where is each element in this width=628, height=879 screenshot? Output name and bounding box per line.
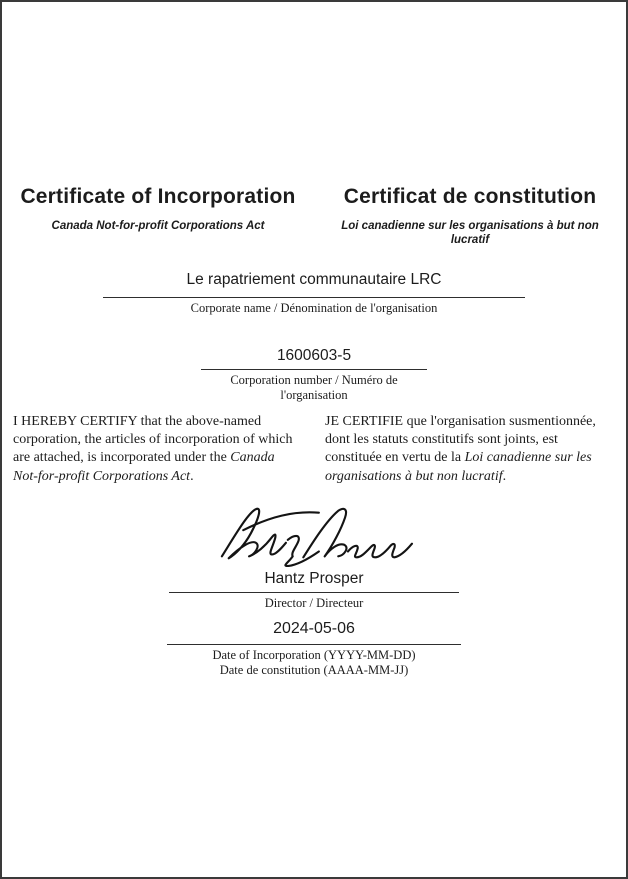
date-label-en: Date of Incorporation (YYYY-MM-DD) bbox=[212, 648, 416, 662]
date-label-fr: Date de constitution (AAAA-MM-JJ) bbox=[219, 663, 409, 677]
date-block bbox=[2, 618, 626, 678]
incorporation-date-value: 2024-05-06 bbox=[273, 620, 355, 637]
corporate-name-label: Corporate name / Dénomination de l'organisation bbox=[190, 301, 438, 315]
director-label: Director / Directeur bbox=[264, 596, 364, 610]
document-header bbox=[2, 185, 626, 247]
page-title-fr: Certificat de constitution bbox=[343, 185, 597, 208]
header-english bbox=[2, 185, 314, 247]
page-title-en: Certificate of Incorporation bbox=[20, 185, 296, 208]
signer-name: Hantz Prosper bbox=[264, 570, 364, 587]
certify-period-fr: . bbox=[502, 468, 507, 484]
signature-image bbox=[207, 503, 422, 567]
date-rule bbox=[167, 644, 461, 645]
corporation-number-rule bbox=[201, 369, 427, 370]
act-name-fr: Loi canadienne sur les organisations à but non lucratif bbox=[325, 450, 592, 484]
signature-block bbox=[2, 503, 626, 611]
corporate-name-block bbox=[2, 270, 626, 316]
certification-paragraph-en bbox=[13, 413, 303, 486]
page-subtitle-en: Canada Not-for-profit Corporations Act bbox=[51, 220, 265, 232]
certification-paragraph-fr bbox=[325, 413, 615, 486]
corporate-name-rule bbox=[103, 297, 525, 298]
certify-text-en: I HEREBY CERTIFY that the above-named corporation, the articles of incorporation of which are attached, is incorporated under the bbox=[13, 414, 293, 466]
corporation-number-value: 1600603-5 bbox=[276, 347, 352, 364]
page-subtitle-fr: Loi canadienne sur les organisations à but non lucratif bbox=[341, 220, 599, 246]
header-french bbox=[314, 185, 626, 247]
corporate-name-value: Le rapatriement communautaire LRC bbox=[186, 271, 442, 288]
certify-period-en: . bbox=[190, 468, 194, 484]
act-name-en: Canada Not-for-profit Corporations Act bbox=[13, 450, 275, 484]
certification-section bbox=[13, 413, 615, 486]
corporation-number-block bbox=[2, 346, 626, 403]
signature-rule bbox=[169, 592, 459, 593]
certify-text-fr: JE CERTIFIE que l'organisation susmentionnée, dont les statuts constitutifs sont joints, est constituée en vertu de la bbox=[325, 414, 596, 466]
corporation-number-label: Corporation number / Numéro de l'organisation bbox=[230, 373, 398, 402]
